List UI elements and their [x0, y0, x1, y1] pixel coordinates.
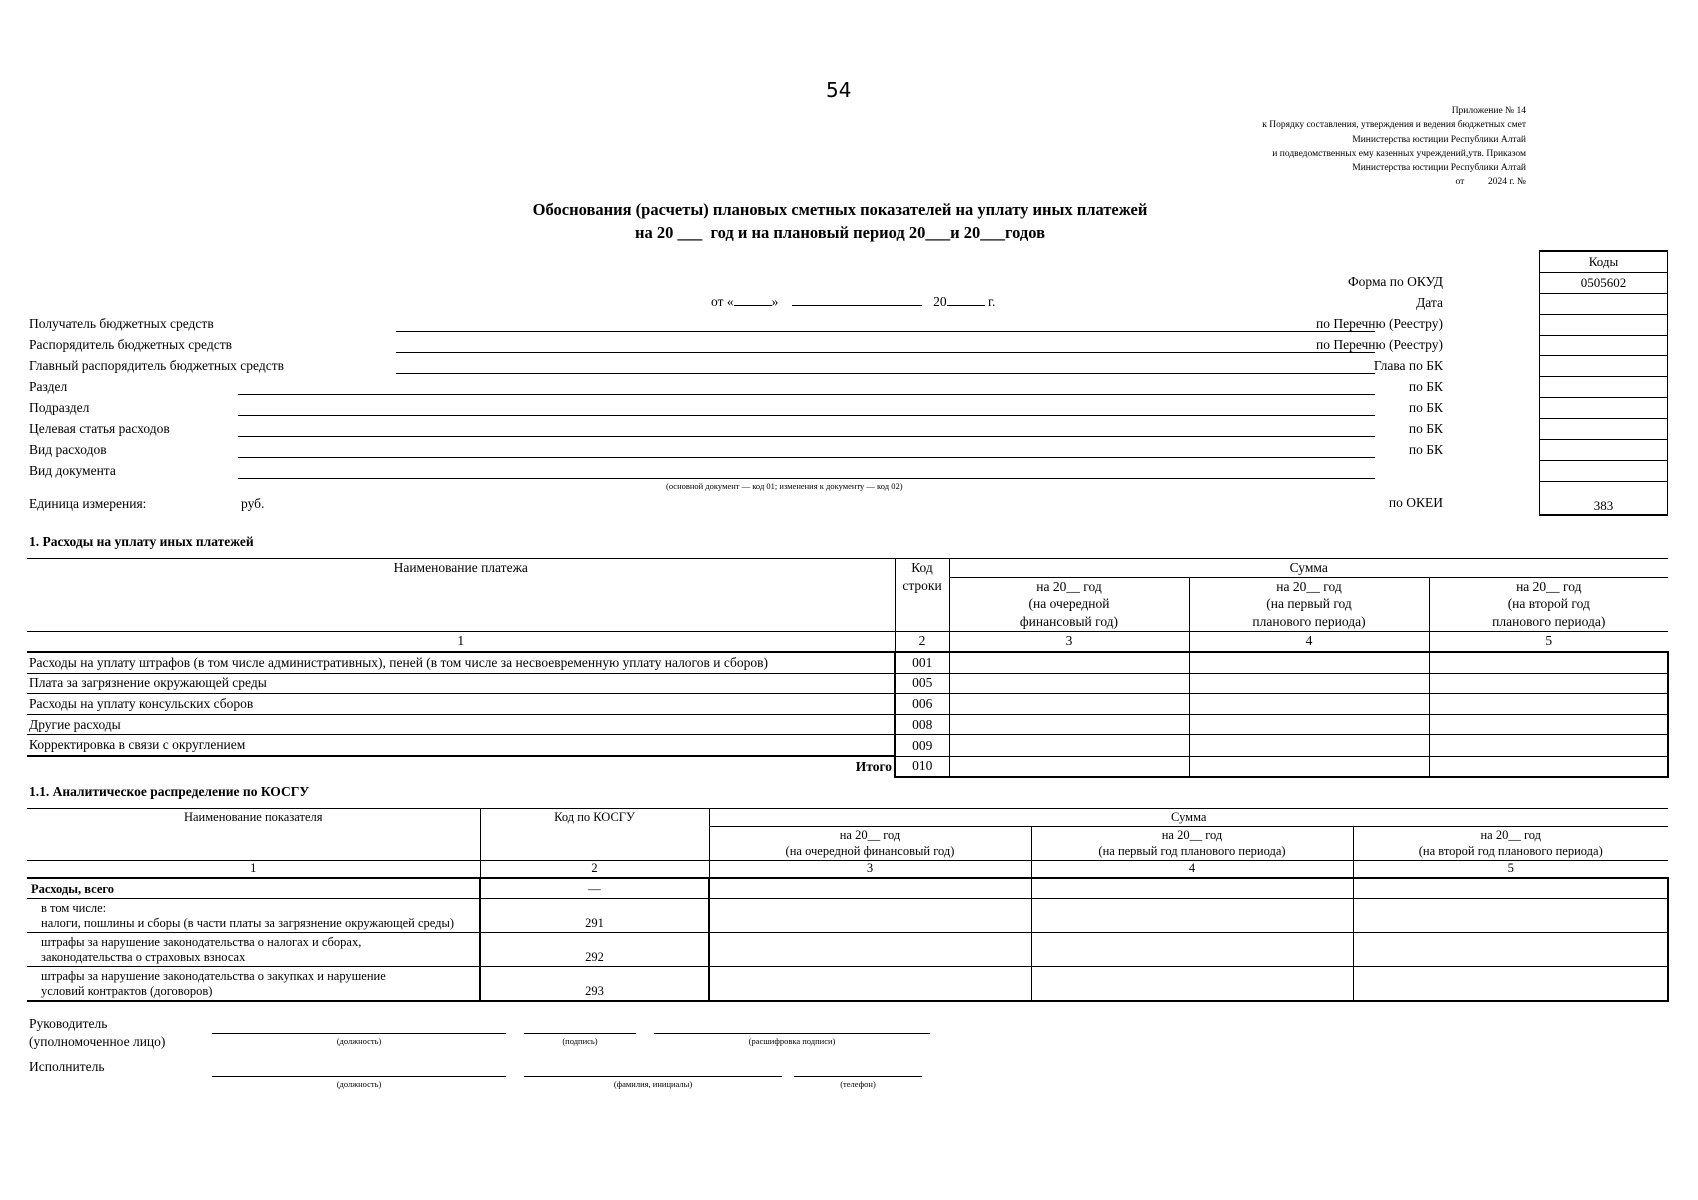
row-sum-year3[interactable]: [1429, 735, 1668, 756]
col-year1-header: [949, 577, 1189, 631]
bk-label-4: по БК: [1408, 442, 1443, 457]
unit-label: Единица измерения:: [29, 496, 147, 511]
row-code: 006: [895, 694, 949, 715]
kosgu-row: [27, 898, 1668, 932]
kosgu-row-year2[interactable]: [1031, 898, 1353, 932]
table-row: [27, 714, 1668, 735]
appendix-line: от 2024 г. №: [1455, 177, 1526, 188]
head-position-line[interactable]: [212, 1033, 506, 1034]
kosgu-row-year3[interactable]: [1353, 932, 1668, 966]
date-line: [711, 294, 995, 310]
doc-type-label: Вид документа: [29, 463, 116, 478]
kosgu-total-label: Расходы, всего: [27, 878, 480, 899]
okud-label: Форма по ОКУД: [1347, 274, 1443, 289]
row-sum-year1[interactable]: [949, 652, 1189, 673]
exec-position-line[interactable]: [212, 1076, 506, 1077]
kosgu-row-year1[interactable]: [709, 966, 1031, 1001]
okei-label: по ОКЕИ: [1388, 495, 1443, 510]
okud-value[interactable]: 0505602: [1540, 272, 1668, 293]
glava-label: Глава по БК: [1373, 358, 1443, 373]
col-year3-header-line: (на второй год: [1507, 596, 1590, 611]
subsection-label: Подраздел: [29, 400, 90, 415]
col-sum-header: Сумма: [949, 559, 1668, 578]
year-blank[interactable]: [947, 305, 985, 306]
reestr-code-cell-1[interactable]: [1540, 314, 1668, 335]
okei-value[interactable]: 383: [1540, 481, 1668, 515]
head-decode-caption: (расшифровка подписи): [748, 1036, 836, 1046]
col-year1-header-line: на 20__ год: [1036, 578, 1102, 594]
page-number: 54: [826, 78, 852, 102]
month-blank[interactable]: [792, 305, 922, 306]
bk-code-cell-4[interactable]: [1540, 440, 1668, 461]
date-quote: »: [771, 294, 779, 309]
col-year3-header-line: на 20__ год: [1516, 578, 1582, 594]
col-number: 4: [1189, 631, 1429, 652]
codes-table: [1539, 250, 1668, 516]
row-sum-year3[interactable]: [1429, 673, 1668, 694]
target-article-label: Целевая статья расходов: [29, 421, 170, 436]
table-row: [27, 673, 1668, 694]
document-subtitle: на 20 ___ год и на плановый период 20___и 20___годов: [635, 223, 1045, 242]
head-decode-line[interactable]: [654, 1033, 930, 1034]
kosgu-row: [27, 932, 1668, 966]
row-name: Корректировка в связи с округлением: [27, 735, 895, 756]
col-code-header: [895, 559, 949, 632]
kosgu-col-number: 3: [709, 860, 1031, 878]
col-name-header: Наименование платежа: [27, 559, 895, 632]
col-year2-header-line: планового периода): [1252, 613, 1366, 629]
exec-phone-caption: (телефон): [840, 1079, 876, 1089]
kosgu-col-year1-header-line: на 20__ год: [839, 827, 901, 842]
kosgu-col-number: 1: [27, 860, 480, 878]
glava-code-cell[interactable]: [1540, 356, 1668, 377]
codes-header: Коды: [1540, 251, 1668, 272]
exec-name-caption: (фамилия, инициалы): [613, 1079, 693, 1089]
total-sum-year2[interactable]: [1189, 756, 1429, 777]
row-code: 008: [895, 714, 949, 735]
kosgu-total-year2[interactable]: [1031, 878, 1353, 899]
doc-type-hint: (основной документ — код 01; изменения к документу — код 02): [666, 481, 903, 491]
table-row: [27, 735, 1668, 756]
bk-code-cell-3[interactable]: [1540, 419, 1668, 440]
kosgu-row-code: 291: [480, 898, 709, 932]
kosgu-row-year1[interactable]: [709, 932, 1031, 966]
reestr-label-2: по Перечню (Реестру): [1316, 337, 1443, 352]
appendix-line: и подведомственных ему казенных учреждений,утв. Приказом: [1272, 148, 1526, 159]
row-sum-year1[interactable]: [949, 673, 1189, 694]
row-code: 001: [895, 652, 949, 673]
kosgu-total-year1[interactable]: [709, 878, 1031, 899]
row-code: 009: [895, 735, 949, 756]
kosgu-col-number: 4: [1031, 860, 1353, 878]
row-sum-year2[interactable]: [1189, 694, 1429, 715]
table-row: [27, 694, 1668, 715]
kosgu-row-year1[interactable]: [709, 898, 1031, 932]
bk-label-2: по БК: [1408, 400, 1443, 415]
kosgu-col-year2-header: [1031, 826, 1353, 860]
kosgu-column-numbers-row: [27, 860, 1668, 878]
reestr-label-1: по Перечню (Реестру): [1316, 316, 1443, 331]
kosgu-row-name: [27, 898, 480, 932]
exec-phone-line[interactable]: [794, 1076, 922, 1077]
head-signature-line[interactable]: [524, 1033, 636, 1034]
bk-code-cell-1[interactable]: [1540, 377, 1668, 398]
kosgu-row-year3[interactable]: [1353, 966, 1668, 1001]
kosgu-col-year3-header-line: на 20__ год: [1480, 827, 1542, 842]
date-suffix: г.: [987, 294, 996, 309]
head-position-caption: (должность): [336, 1036, 382, 1046]
kosgu-row-code: 292: [480, 932, 709, 966]
target-article-line[interactable]: [238, 436, 1375, 437]
kosgu-col-sum-header: Сумма: [709, 809, 1668, 827]
section11-title: 1.1. Аналитическое распределение по КОСГУ: [29, 784, 310, 799]
kosgu-col-year2-header-line: на 20__ год: [1161, 827, 1223, 842]
col-year3-header-line: планового периода): [1492, 613, 1606, 629]
col-number: 5: [1429, 631, 1668, 652]
expense-type-label: Вид расходов: [29, 442, 107, 457]
col-year2-header-line: (на первый год: [1266, 596, 1352, 611]
kosgu-col-year3-header: [1353, 826, 1668, 860]
date-year: 20: [933, 294, 947, 309]
row-sum-year2[interactable]: [1189, 673, 1429, 694]
date-code-label: Дата: [1416, 295, 1443, 310]
bk-label-1: по БК: [1408, 379, 1443, 394]
appendix-line: к Порядку составления, утверждения и ведения бюджетных смет: [1262, 120, 1526, 131]
date-from: от «: [711, 294, 734, 309]
head-label-sub: (уполномоченное лицо): [29, 1034, 166, 1049]
row-sum-year3[interactable]: [1429, 652, 1668, 673]
section-line[interactable]: [238, 394, 1375, 395]
chief-manager-line[interactable]: [396, 373, 1375, 374]
executor-label: Исполнитель: [29, 1059, 105, 1074]
kosgu-row-name-line: налоги, пошлины и сборы (в части платы за загрязнение окружающей среды): [41, 916, 455, 930]
payments-table: [27, 558, 1669, 778]
col-year3-header: [1429, 577, 1668, 631]
kosgu-col-year3-header-line: (на второй год планового периода): [1418, 844, 1603, 858]
total-label: Итого: [855, 759, 892, 775]
col-number: 3: [949, 631, 1189, 652]
col-year1-header-line: (на очередной: [1028, 596, 1110, 611]
row-sum-year1[interactable]: [949, 735, 1189, 756]
col-number: 2: [895, 631, 949, 652]
day-blank[interactable]: [734, 305, 772, 306]
kosgu-table: [27, 808, 1669, 1002]
table-row: [27, 652, 1668, 673]
kosgu-col-year2-header-line: (на первый год планового периода): [1098, 844, 1286, 858]
kosgu-col-number: 5: [1353, 860, 1668, 878]
doc-type-code-cell[interactable]: [1540, 460, 1668, 481]
kosgu-col-code-header: Код по КОСГУ: [480, 809, 709, 861]
total-sum-year1[interactable]: [949, 756, 1189, 777]
kosgu-incl-label: в том числе:: [41, 900, 107, 915]
head-signature-caption: (подпись): [562, 1036, 598, 1046]
kosgu-row-code: 293: [480, 966, 709, 1001]
row-sum-year1[interactable]: [949, 714, 1189, 735]
total-code: 010: [895, 756, 949, 777]
kosgu-row-name-line: условий контрактов (договоров): [41, 984, 213, 998]
recipient-label: Получатель бюджетных средств: [29, 316, 214, 331]
appendix-block: [1262, 104, 1526, 190]
row-sum-year1[interactable]: [949, 694, 1189, 715]
reestr-code-cell-2[interactable]: [1540, 335, 1668, 356]
kosgu-total-year3[interactable]: [1353, 878, 1668, 899]
kosgu-row-name-line: штрафы за нарушение законодательства о налогах и сборах,: [41, 934, 362, 949]
col-code-header-line: Код: [911, 560, 933, 575]
row-name: Расходы на уплату консульских сборов: [27, 694, 895, 715]
kosgu-row-name-line: штрафы за нарушение законодательства о закупках и нарушение: [41, 968, 386, 983]
recipient-line[interactable]: [396, 331, 1375, 332]
subsection-line[interactable]: [238, 415, 1375, 416]
row-name: Расходы на уплату штрафов (в том числе административных), пеней (в том числе за несвоевременную уплату налогов и сборов): [27, 652, 895, 673]
row-sum-year2[interactable]: [1189, 652, 1429, 673]
kosgu-row: [27, 966, 1668, 1001]
section1-title: 1. Расходы на уплату иных платежей: [29, 534, 254, 549]
bk-code-cell-2[interactable]: [1540, 398, 1668, 419]
kosgu-col-number: 2: [480, 860, 709, 878]
kosgu-col-name-header: Наименование показателя: [27, 809, 480, 861]
kosgu-row-name: [27, 966, 480, 1001]
kosgu-total-row: [27, 878, 1668, 899]
col-number: 1: [27, 631, 895, 652]
kosgu-row-year3[interactable]: [1353, 898, 1668, 932]
row-sum-year2[interactable]: [1189, 714, 1429, 735]
manager-line[interactable]: [396, 352, 1375, 353]
kosgu-row-name-line: законодательства о страховых взносах: [41, 950, 246, 964]
row-name: Другие расходы: [27, 714, 895, 735]
row-sum-year3[interactable]: [1429, 694, 1668, 715]
document-title: Обоснования (расчеты) плановых сметных показателей на уплату иных платежей: [532, 200, 1148, 219]
total-row: [27, 756, 1668, 777]
row-code: 005: [895, 673, 949, 694]
bk-label-3: по БК: [1408, 421, 1443, 436]
expense-type-line[interactable]: [238, 457, 1375, 458]
col-year2-header: [1189, 577, 1429, 631]
appendix-line: Приложение № 14: [1451, 106, 1526, 116]
unit-value: руб.: [241, 496, 265, 511]
row-sum-year2[interactable]: [1189, 735, 1429, 756]
col-year2-header-line: на 20__ год: [1276, 578, 1342, 594]
kosgu-col-year1-header-line: (на очередной финансовый год): [785, 844, 955, 858]
appendix-line: Министерства юстиции Республики Алтай: [1352, 134, 1526, 145]
kosgu-row-year2[interactable]: [1031, 932, 1353, 966]
manager-label: Распорядитель бюджетных средств: [29, 337, 232, 352]
section-label: Раздел: [29, 379, 68, 394]
col-year1-header-line: финансовый год): [1019, 613, 1119, 629]
date-code-cell[interactable]: [1540, 293, 1668, 314]
row-sum-year3[interactable]: [1429, 714, 1668, 735]
exec-position-caption: (должность): [336, 1079, 382, 1089]
appendix-line: Министерства юстиции Республики Алтай: [1352, 163, 1526, 174]
kosgu-row-name: [27, 932, 480, 966]
head-label: Руководитель: [29, 1016, 108, 1031]
column-numbers-row: [27, 631, 1668, 652]
kosgu-row-year2[interactable]: [1031, 966, 1353, 1001]
exec-name-line[interactable]: [524, 1076, 782, 1077]
kosgu-col-year1-header: [709, 826, 1031, 860]
doc-type-line[interactable]: [238, 478, 1375, 479]
col-code-header-line: строки: [902, 577, 942, 593]
total-sum-year3[interactable]: [1429, 756, 1668, 777]
kosgu-total-code: —: [480, 878, 709, 899]
chief-manager-label: Главный распорядитель бюджетных средств: [29, 358, 284, 373]
row-name: Плата за загрязнение окружающей среды: [27, 673, 895, 694]
